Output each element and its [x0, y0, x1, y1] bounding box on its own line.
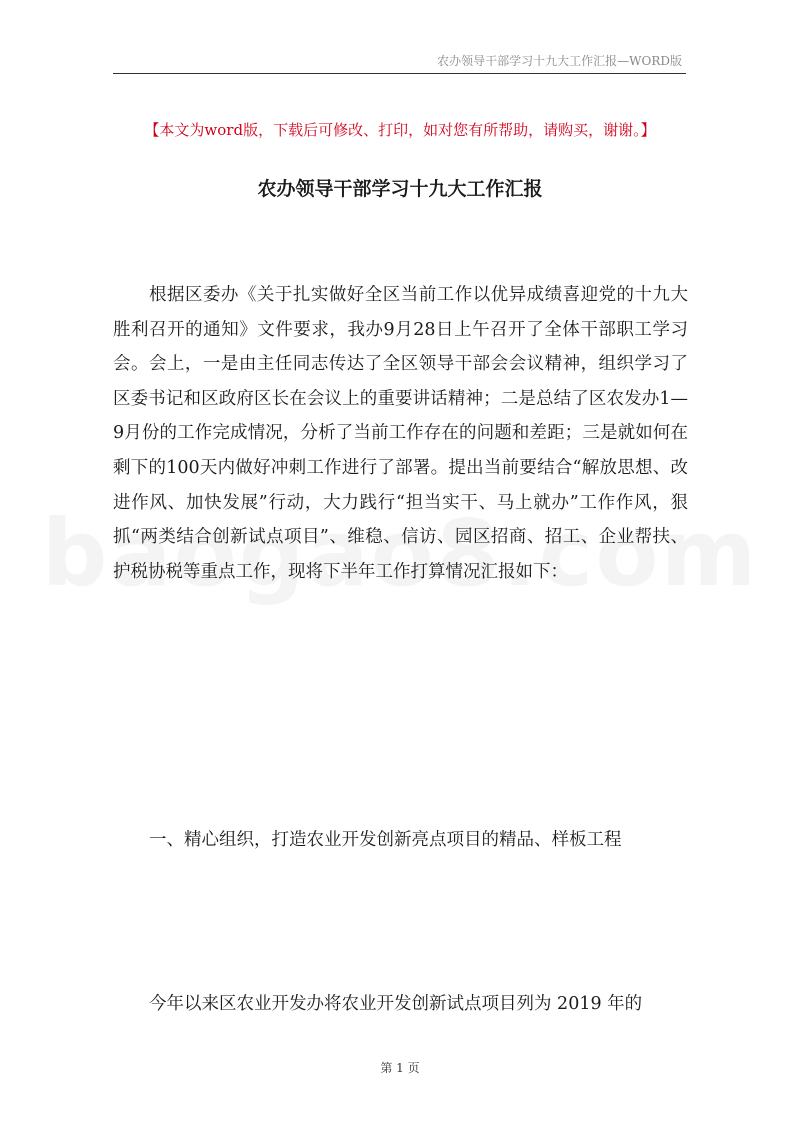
- header-rule: [113, 73, 686, 74]
- body-paragraph-2: 今年以来区农业开发办将农业开发创新试点项目列为 2019 年的: [149, 994, 643, 1014]
- purchase-notice: 【本文为word版，下载后可修改、打印，如对您有所帮助，请购买，谢谢。】: [144, 121, 656, 139]
- document-title: 农办领导干部学习十九大工作汇报: [257, 178, 543, 200]
- body-paragraph-1: 根据区委办《关于扎实做好全区当前工作以优异成绩喜迎党的十九大胜利召开的通知》文件要求，我办9月28日上午召开了全体干部职工学习会。会上，一是由主任同志传达了全区领导干部会会议精神，组织学习了区委书记和区政府区长在会议上的重要讲话精神；二是总结了区农发办1—9月份的工作完成情况，分析了当前工作存在的问题和差距；三是就如何在剩下的100天内做好冲刺工作进行了部署。提出当前要结合“解放思想、改进作风、加快发展”行动，大力践行“担当实干、马上就办”工作作风，狠抓“两类结合创新试点项目”、维稳、信访、园区招商、招工、企业帮扶、护税协税等重点工作，现将下半年工作打算情况汇报如下：: [113, 285, 688, 582]
- running-header: 农办领导干部学习十九大工作汇报—WORD版: [437, 54, 682, 68]
- page-number: 第 1 页: [380, 1061, 420, 1075]
- section-heading-1: 一、精心组织，打造农业开发创新亮点项目的精品、样板工程: [149, 830, 622, 850]
